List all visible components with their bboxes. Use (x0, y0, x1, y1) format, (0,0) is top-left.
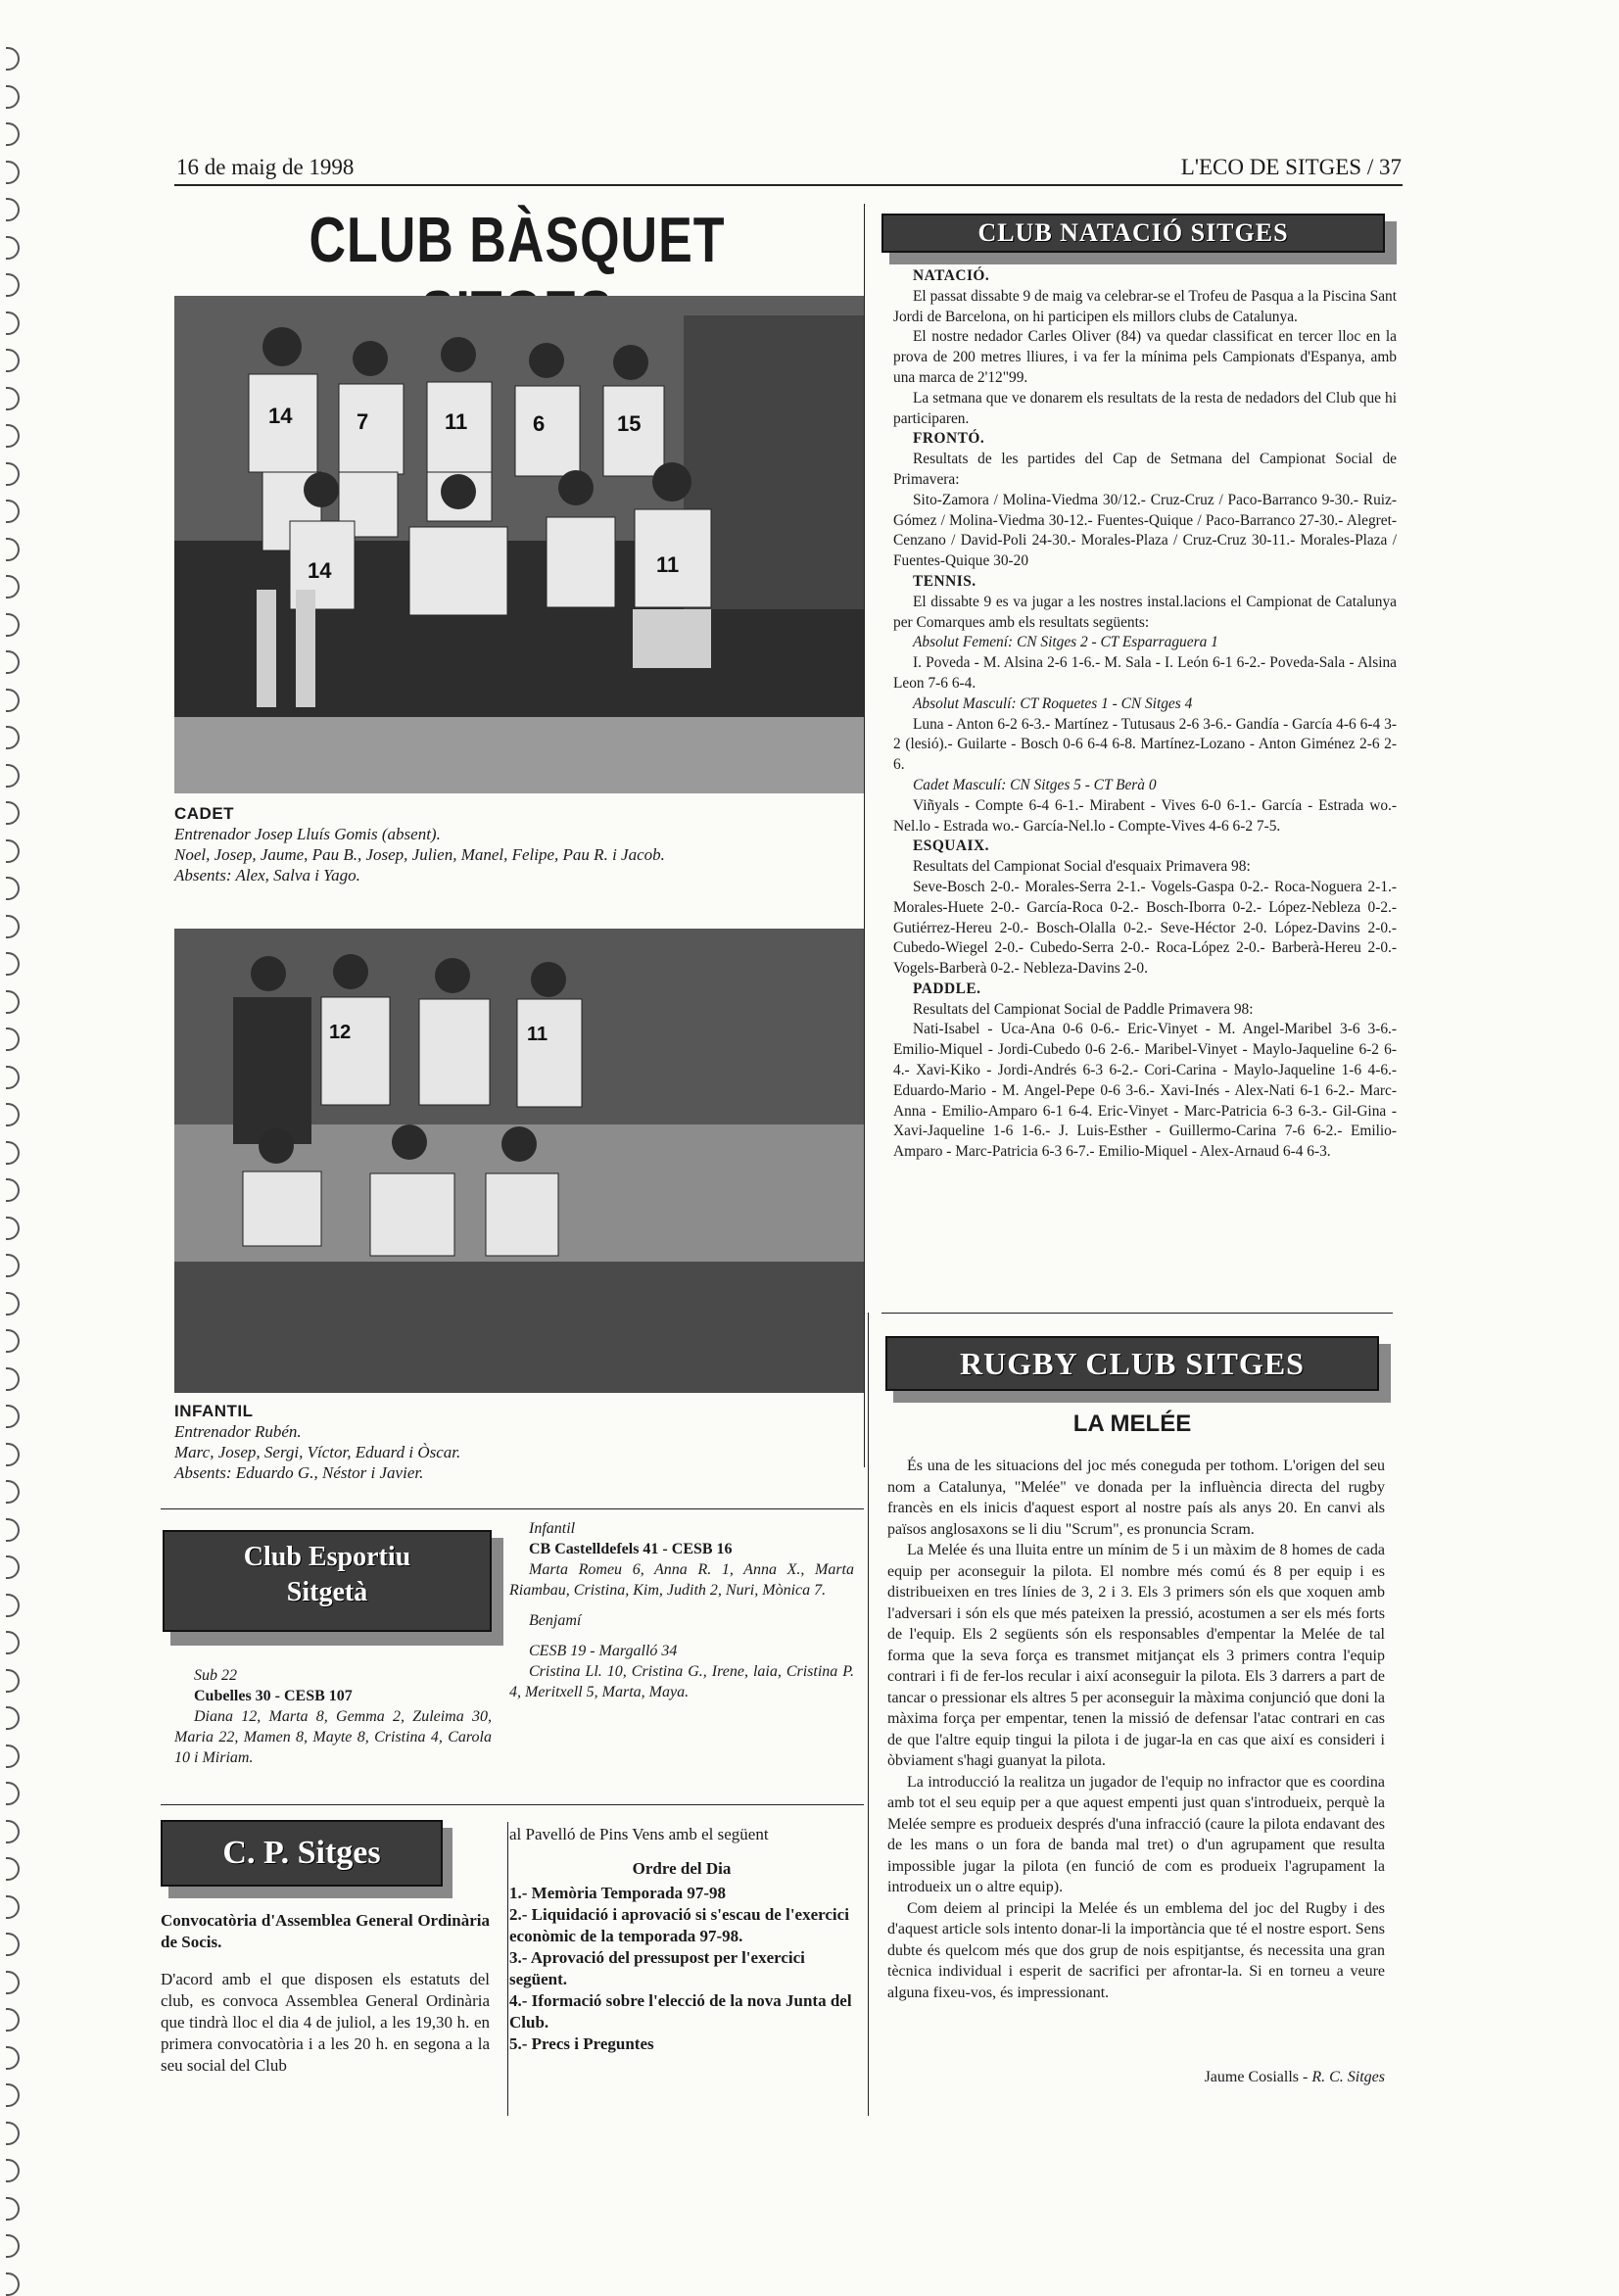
paragraph: Nati-Isabel - Uca-Ana 0-6 0-6.- Eric-Vinyet - M. Angel-Maribel 3-6 3-6.- Emilio-Miquel - Jordi-Cubedo 0-6 2-6.- Maribel-Vinyet - Maylo-Jaqueline 6-2 6-4.- Xavi-Kiko - Jordi-Andrés 6-3 6-2.- Cori-Carina - Maylo-Jaqueline 1-6 4-6.- Eduardo-Mario - M. Angel-Pepe 0-6 3-6.- Xavi-Inés - Alex-Nati 6-1 6-2.- Marc-Anna - Emilio-Amparo 6-1 6-4. Eric-Vinyet - Marc-Patricia 6-3 6-3.- Gil-Gina - Xavi-Jaqueline 1-6 1-6.- J. Luis-Esther - Guillermo-Carina 7-6 6-2.- Emilio-Amparo - Marc-Patricia 6-3 6-7.- Emilio-Miquel - Alex-Arnaud 6-4 6-3. (893, 1021, 1397, 1161)
binder-hole (6, 1329, 20, 1353)
binder-hole (6, 1971, 20, 1994)
agenda-item: 4.- Iformació sobre l'elecció de la nova Junta del Club. (509, 1991, 852, 2032)
binder-hole (6, 1706, 20, 1730)
paragraph: FRONTÓ. (913, 430, 985, 448)
infantil-players: Marc, Josep, Sergi, Víctor, Eduard i Òscar. (174, 1443, 461, 1461)
binder-hole (6, 462, 20, 486)
paragraph: PADDLE. (913, 980, 981, 997)
cp-text: D'acord amb el que disposen els estatuts del club, es convoca Assemblea General Ordinària que tindrà lloc el dia 4 de juliol, a les 19,30 h. en primera convocatòria i a les 20 h. en segona a la seu social del Club (161, 1970, 490, 2075)
section-rule (161, 1804, 864, 1805)
binder-hole (6, 1178, 20, 1202)
binder-hole (6, 122, 20, 146)
binder-hole (6, 1594, 20, 1617)
binder-hole (6, 575, 20, 598)
basquet-title: CLUB BÀSQUET (309, 205, 726, 276)
rugby-banner: RUGBY CLUB SITGES (885, 1336, 1379, 1391)
column-divider (864, 204, 865, 1467)
binder-hole (6, 538, 20, 561)
paragraph: El dissabte 9 es va jugar a les nostres instal.lacions el Campionat de Catalunya per Comarques amb els resultats següents: (893, 593, 1397, 631)
binder-hole (6, 2046, 20, 2070)
paragraph: ESQUAIX. (913, 837, 989, 855)
binder-hole (6, 1555, 20, 1579)
binder-hole (6, 1367, 20, 1391)
binder-hole (6, 1141, 20, 1165)
binder-hole (6, 349, 20, 372)
header-rule (174, 184, 1403, 186)
issue-date: 16 de maig de 1998 (176, 155, 355, 179)
cadet-coach: Entrenador Josep Lluís Gomis (absent). (174, 825, 441, 843)
binder-hole (6, 2083, 20, 2107)
agenda-item: 5.- Precs i Preguntes (509, 2034, 654, 2053)
binder-hole (6, 1443, 20, 1466)
binder-hole (6, 1631, 20, 1654)
cadet-label: CADET (174, 804, 235, 823)
jersey-number: 15 (617, 411, 642, 436)
esportiu-results-left (174, 1665, 492, 1768)
jersey-number: 11 (445, 409, 468, 434)
paragraph: Absolut Femení: CN Sitges 2 - CT Esparraguera 1 (913, 634, 1218, 651)
binder-hole (6, 1820, 20, 1843)
paragraph: Luna - Anton 6-2 6-3.- Martínez - Tutusaus 2-6 3-6.- Gandía - García 4-6 6-4 3-2 (lesió).- Guilarte - Bosch 0-6 6-4 6-8. Martínez-Lozano - Anton Giménez 2-6 2-6. (893, 715, 1397, 774)
binder-hole (6, 2234, 20, 2258)
paragraph: Sito-Zamora / Molina-Viedma 30/12.- Cruz-Cruz / Paco-Barranco 9-30.- Ruiz-Gómez / Molina-Viedma 30-12.- Fuentes-Quique / Paco-Barranco 27-30.- Alegret-Cenzano / David-Poli 24-30.- Morales-Plaza / Cruz-Cruz 30-11.- Morales-Plaza / Fuentes-Quique 30-20 (893, 491, 1397, 570)
paragraph: Resultats del Campionat Social d'esquaix Primavera 98: (913, 858, 1251, 876)
ordre-list (509, 1883, 854, 2055)
binder-hole (6, 1518, 20, 1542)
ordre-title: Ordre del Dia (632, 1859, 732, 1878)
paragraph: La introducció la realitza un jugador de l'equip no infractor que es coordina amb tot el seu equip per a que aquest empenti just quan s'introdueix, perquè la Melée sempre es produeix després d'una infracció (caure la pilota endavant des de les mans o un fora de banda mal tret) o d'un agrupament que resulta impossible jugar la pilota (en funció de com es produeix l'agrupament la introdueix un o altre equip). (887, 1773, 1385, 1895)
result-line: Cristina Ll. 10, Cristina G., Irene, laia, Cristina P. 4, Meritxell 5, Marta, Maya. (509, 1663, 854, 1700)
jersey-number: 12 (329, 1022, 352, 1043)
jersey-number: 7 (357, 409, 369, 434)
rugby-byline: Jaume Cosialls - R. C. Sitges (1204, 2069, 1385, 2085)
column-divider-small (507, 1822, 508, 2116)
cadet-team-photo (174, 296, 864, 793)
esportiu-results-right (509, 1518, 854, 1702)
binder-hole (6, 424, 20, 448)
agenda-item: 1.- Memòria Temporada 97-98 (509, 1884, 726, 1902)
rugby-subtitle: LA MELÉE (1072, 1411, 1192, 1437)
section-rule (161, 1508, 864, 1509)
paragraph: La Melée és una lluita entre un mínim de 5 i un màxim de 8 homes de cada equip per aconseguir la pilota. El nombre més comú és 8 per equip i es distribueixen en tres línies de 3, 2 i 3. Els 3 primers són els que xoquen amb l'adversari i són els que més pateixen la pressió, acostumen a ser els més forts de l'equip. Els 2 següents són els responsables d'empentar la Melée de tal forma que la seva força es transmet mitjançat els 3 primers contra l'equip contrari i fi de fer-los recular i així aconseguir la pilota. Els 3 darrers a part de tancar o pressionar els altres 5 per aconseguir la màxima conjunció que doni la màxima força per empentar, tenen la missió de defensar l'atac contrari en cas de que l'altre equip tingui la pilota i de jugar-la en cas que així es consideri i òbviament s'hagi guanyat la pilota. (887, 1542, 1385, 1769)
binder-hole (6, 650, 20, 674)
binder-hole (6, 990, 20, 1014)
binder-hole (6, 387, 20, 410)
cp-text-cont: al Pavelló de Pins Vens amb el següent (509, 1825, 769, 1843)
binder-hole (6, 1292, 20, 1315)
paragraph: Absolut Masculí: CT Roquetes 1 - CN Sitges 4 (913, 694, 1193, 712)
result-line: CB Castelldefels 41 - CESB 16 (529, 1541, 733, 1557)
result-line: Diana 12, Marta 8, Gemma 2, Zuleima 30, Maria 22, Mamen 8, Mayte 8, Cristina 4, Carola 10 i Miriam. (174, 1708, 492, 1766)
cp-banner: C. P. Sitges (161, 1820, 443, 1887)
binder-hole (6, 1217, 20, 1240)
paragraph: La setmana que ve donarem els resultats de la resta de nedadors del Club que hi participaren. (893, 389, 1397, 427)
esportiu-banner-line2: Sitgetà (286, 1577, 368, 1607)
paragraph: És una de les situacions del joc més coneguda per tothom. L'origen del seu nom a Catalunya, "Melée" ve donada per la influència directa del rugby francès en els inicis d'aquest esport al nostre país als anys 20. En canvi als països anglosaxons se li diu "Scrum", es pronuncia Scram. (887, 1458, 1385, 1538)
binder-hole (6, 1669, 20, 1693)
infantil-team-photo (174, 929, 864, 1393)
paragraph: Resultats del Campionat Social de Paddle Primavera 98: (913, 1000, 1254, 1018)
column-divider-rugby (868, 1313, 869, 2116)
binder-hole (6, 161, 20, 184)
binder-hole (6, 1028, 20, 1051)
section-rule (881, 1313, 1393, 1314)
result-line: Benjamí (529, 1612, 582, 1629)
paragraph: El nostre nedador Carles Oliver (84) va quedar classificat en tercer lloc en la prova de 200 metres lliures, i va fer la mínima pels Campionats d'Espanya, amb una marca de 2'12"99. (893, 328, 1397, 386)
result-line: CESB 19 - Margalló 34 (529, 1643, 678, 1659)
paragraph: Resultats de les partides del Cap de Setmana del Campionat Social de Primavera: (893, 451, 1397, 488)
binder-hole (6, 801, 20, 825)
binder-hole (6, 839, 20, 863)
rugby-article (887, 1456, 1385, 2003)
binder-hole (6, 726, 20, 749)
paragraph: Cadet Masculí: CN Sitges 5 - CT Berà 0 (913, 776, 1157, 793)
infantil-label: INFANTIL (174, 1402, 254, 1420)
newspaper-page: L'ECO DE SITGES / 37 (1180, 155, 1402, 179)
binder-hole (6, 915, 20, 938)
cadet-caption (174, 803, 723, 885)
paragraph: TENNIS. (913, 572, 976, 590)
jersey-number: 14 (268, 404, 293, 428)
cadet-players: Noel, Josep, Jaume, Pau B., Josep, Julien, Manel, Felipe, Pau R. i Jacob. (174, 845, 665, 864)
binder-hole (6, 1480, 20, 1504)
binder-hole (6, 1745, 20, 1768)
infantil-coach: Entrenador Rubén. (174, 1422, 302, 1441)
binder-hole (6, 1895, 20, 1919)
paragraph: Viñyals - Compte 6-4 6-1.- Mirabent - Vives 6-0 6-1.- García - Estrada wo.- Nel.lo - Estrada wo.- García-Nel.lo - Compte-Vives 4-6 6-2 7-5. (893, 796, 1397, 835)
result-line: Cubelles 30 - CESB 107 (194, 1688, 353, 1704)
result-line: Marta Romeu 6, Anna R. 1, Anna X., Marta Riambau, Cristina, Kim, Judith 2, Nuri, Mònica 7. (509, 1561, 854, 1599)
binder-hole (6, 613, 20, 637)
esportiu-banner (163, 1530, 492, 1632)
infantil-caption (174, 1401, 723, 1483)
paragraph: El passat dissabte 9 de maig va celebrar-se el Trofeu de Pasqua a la Piscina Sant Jordi de Barcelona, on hi participen els millors clubs de Catalunya. (893, 287, 1397, 325)
binder-hole (6, 47, 20, 71)
binder-hole (6, 689, 20, 712)
binder-hole (6, 1933, 20, 1956)
result-line: Infantil (529, 1520, 576, 1537)
jersey-number: 6 (533, 411, 546, 436)
jersey-number: 11 (656, 552, 680, 577)
paragraph: I. Poveda - M. Alsina 2-6 1-6.- M. Sala - I. León 6-1 6-2.- Poveda-Sala - Alsina Leon 7-6 6-4. (893, 654, 1397, 692)
agenda-item: 2.- Liquidació i aprovació si s'escau de l'exercici econòmic de la temporada 97-98. (509, 1905, 849, 1945)
jersey-number: 14 (308, 558, 332, 583)
binder-hole (6, 311, 20, 335)
binder-hole (6, 2008, 20, 2032)
result-line: Sub 22 (194, 1667, 237, 1684)
binder-hole (6, 2159, 20, 2182)
binder-hole (6, 1782, 20, 1805)
paragraph: Seve-Bosch 2-0.- Morales-Serra 2-1.- Vogels-Gaspa 0-2.- Roca-Noguera 2-1.- Morales-Huete 2-0.- García-Roca 0-2.- Bosch-Iborra 0-2.- López-Nebleza 0-2.- Gutiérrez-Hereu 2-0.- Bosch-Olalla 0-2.- Seve-Héctor 2-0. López-Davins 2-0.- Cubedo-Wiegel 2-0.- Cubedo-Serra 2-0.- Roca-López 2-0.- Barberà-Hereu 2-0.- Vogels-Barberà 0-2.- Nebleza-Davins 2-0. (893, 878, 1397, 978)
binder-hole (6, 85, 20, 109)
agenda-item: 3.- Aprovació del pressupost per l'exercici següent. (509, 1948, 805, 1988)
natacio-text (893, 266, 1397, 1163)
binder-hole (6, 500, 20, 523)
binder-hole (6, 1857, 20, 1881)
binder-holes (0, 0, 29, 2291)
binder-hole (6, 1103, 20, 1126)
paragraph: Com deiem al principi la Melée és un emblema del joc del Rugby i des d'aquest article sols intento donar-li la importància que té el nostre esport. Sens dubte és quelcom més que dos grup de nois espitjantse, és necessita una gran tècnica individual i esperit de sacrifici per afrontar-la. Si en torneu a veure alguna fixeu-vos, és impressionant. (887, 1899, 1385, 2001)
paragraph: NATACIÓ. (913, 267, 990, 284)
binder-hole (6, 2122, 20, 2145)
binder-hole (6, 2197, 20, 2221)
cp-convocatoria: Convocatòria d'Assemblea General Ordinària de Socis. (161, 1911, 490, 1951)
cadet-absents: Absents: Alex, Salva i Yago. (174, 866, 360, 885)
binder-hole (6, 236, 20, 260)
binder-hole (6, 1405, 20, 1428)
infantil-absents: Absents: Eduardo G., Néstor i Javier. (174, 1463, 424, 1482)
natacio-banner: CLUB NATACIÓ SITGES (881, 214, 1385, 253)
binder-hole (6, 952, 20, 976)
rugby-author-club: R. C. Sitges (1311, 2069, 1385, 2085)
binder-hole (6, 1254, 20, 1277)
binder-hole (6, 2272, 20, 2296)
esportiu-banner-line1: Club Esportiu (243, 1542, 411, 1572)
binder-hole (6, 273, 20, 297)
binder-hole (6, 1066, 20, 1089)
jersey-number: 11 (527, 1024, 548, 1045)
binder-hole (6, 198, 20, 221)
rugby-author: Jaume Cosialls (1204, 2069, 1299, 2085)
binder-hole (6, 877, 20, 900)
binder-hole (6, 764, 20, 788)
